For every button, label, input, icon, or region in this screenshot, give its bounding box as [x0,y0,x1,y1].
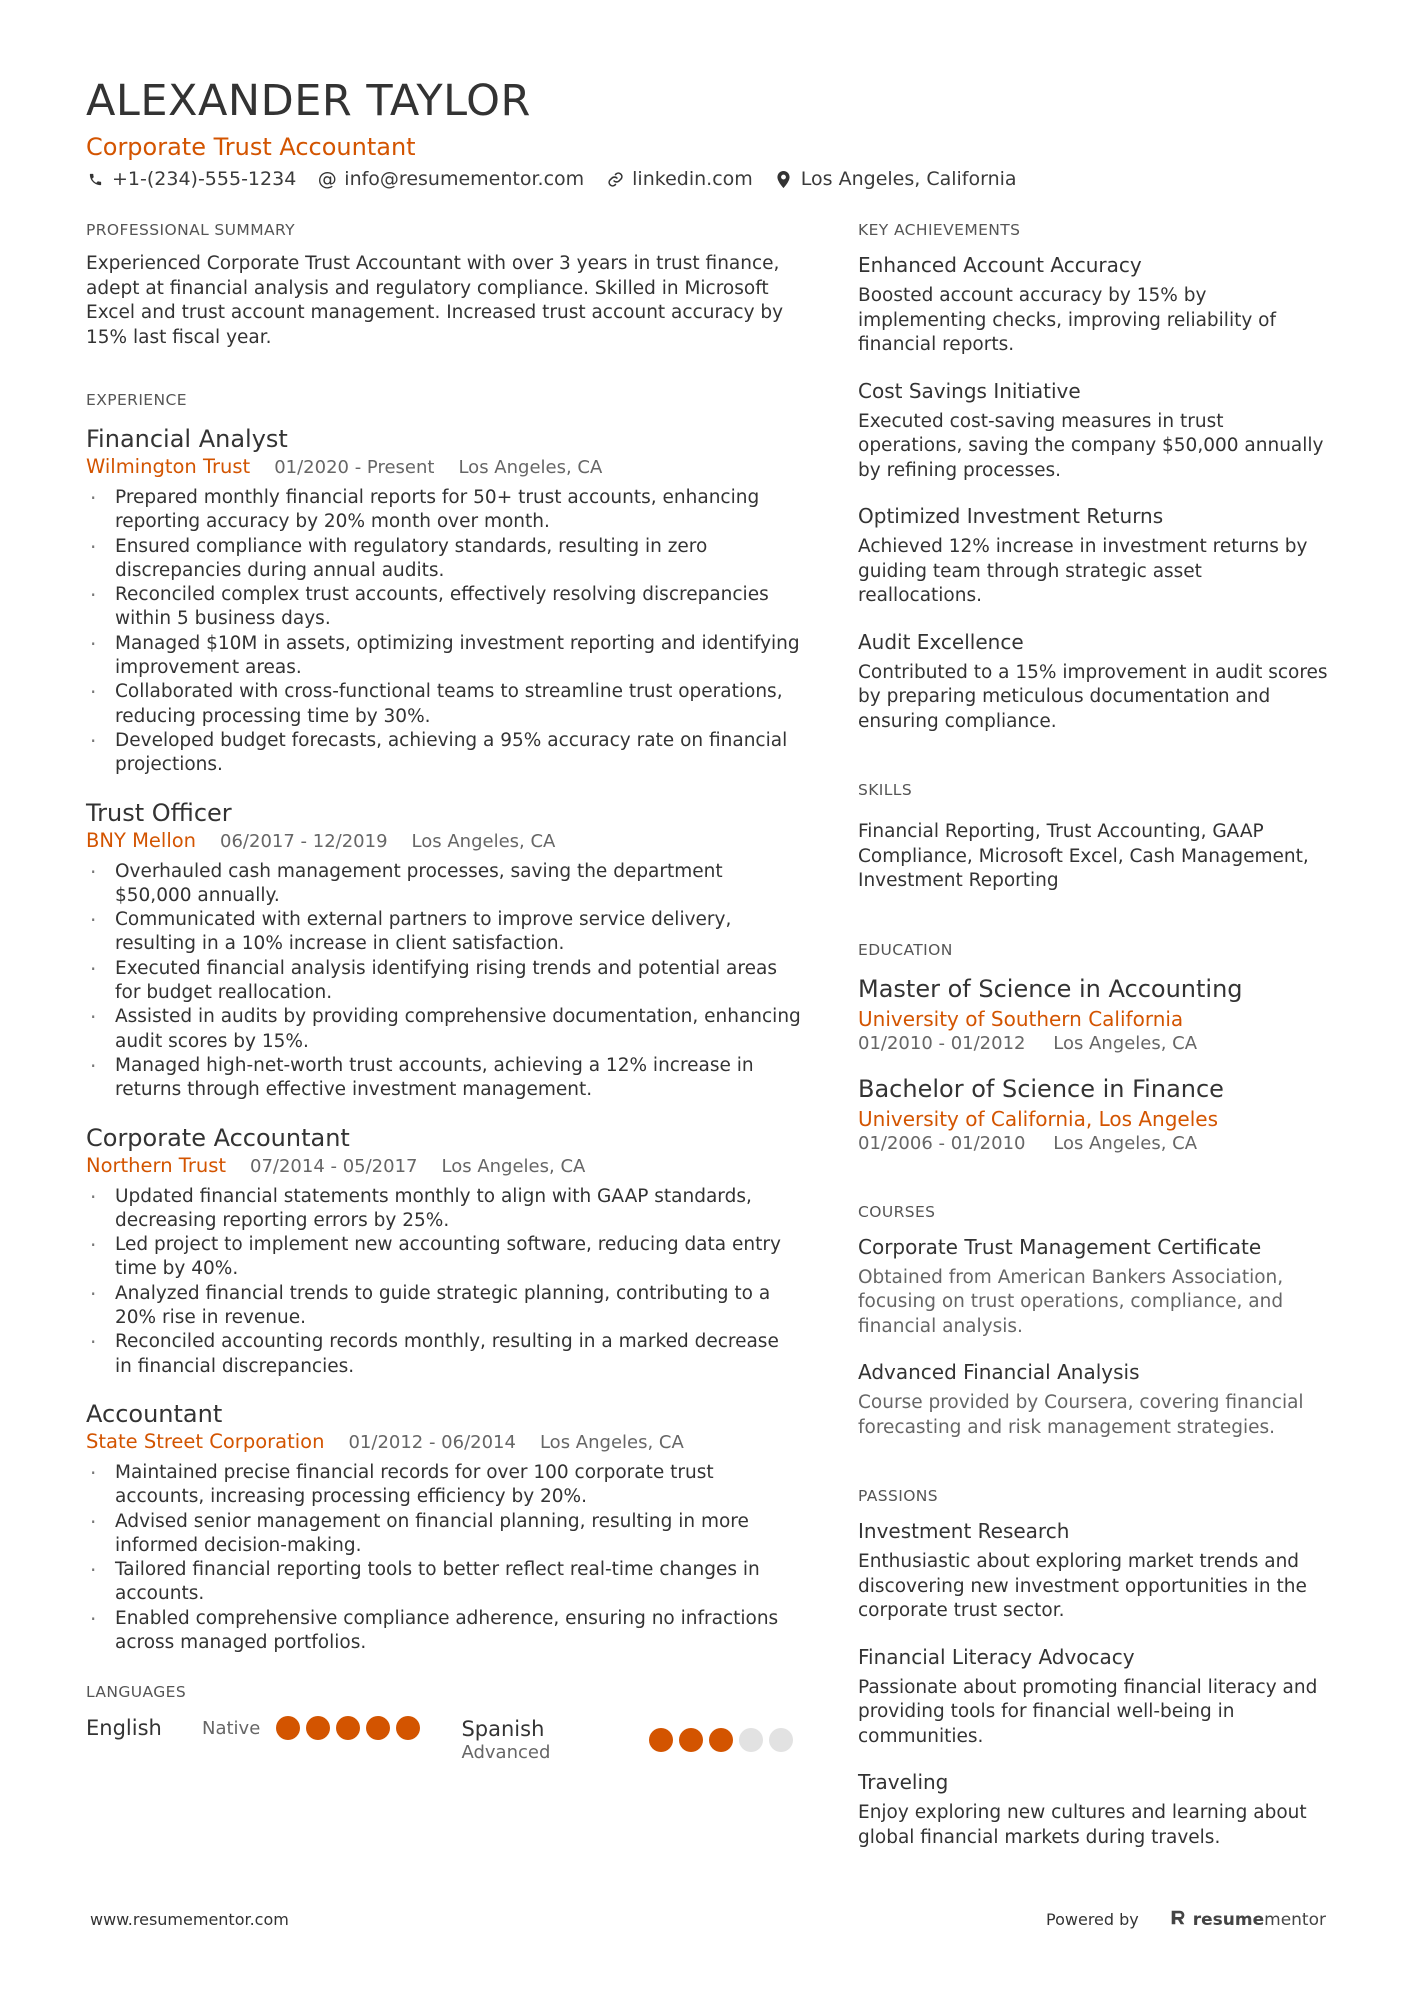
achievement-title: Cost Savings Initiative [858,378,1081,403]
job-entry [86,1123,801,1379]
education-item [858,1074,1328,1156]
rating-dot-filled [366,1716,390,1740]
passion-item [858,1769,1328,1850]
language-name: Spanish [461,1717,545,1741]
candidate-role: Corporate Trust Accountant [86,133,416,161]
section-title: KEY ACHIEVEMENTS [858,221,1021,239]
achievement-title: Enhanced Account Accuracy [858,253,1142,277]
summary-text: Experienced Corporate Trust Accountant with over 3 years in trust finance, adept at financial analysis and regulatory compliance. Skilled in Microsoft Excel and trust account management. Increased trust account accuracy by 15% last fiscal year. [86,253,784,348]
language-name: English [86,1716,162,1740]
job-dates: 07/2014 - 05/2017 [250,1155,418,1177]
achievement-item [858,378,1328,484]
job-entry [86,798,801,1103]
bullet-item: · Prepared monthly financial reports for 50+ trust accounts, enhancing reporting accuracy by 20% month over month. [86,486,801,535]
contact-phone [86,168,296,190]
job-company: BNY Mellon [86,828,197,852]
job-bullets [86,486,801,778]
bullet-item: · Assisted in audits by providing comprehensive documentation, enhancing audit scores by 15%. [86,1005,801,1054]
section-title: EXPERIENCE [86,391,187,409]
rating-dot-filled [306,1716,330,1740]
bullet-item: · Managed high-net-worth trust accounts, achieving a 12% increase in returns through effective investment management. [86,1054,801,1103]
bullet-item: · Executed financial analysis identifying rising trends and potential areas for budget reallocation. [86,957,801,1006]
achievement-item [858,252,1328,358]
job-meta [86,455,801,480]
education-location: Los Angeles, CA [1053,1132,1198,1154]
rating-dot-filled [396,1716,420,1740]
achievement-desc: Achieved 12% increase in investment returns by guiding team through strategic asset reallocations. [858,536,1308,606]
bullet-item: · Maintained precise financial records for over 100 corporate trust accounts, increasing processing efficiency by 20%. [86,1461,801,1510]
job-bullets [86,1185,801,1379]
passions-section [858,1486,1328,1850]
contact-bar [86,168,1326,190]
language-rating [649,1728,799,1752]
job-company: Northern Trust [86,1153,226,1177]
languages-row [86,1716,801,1764]
rating-dot-filled [649,1728,673,1752]
job-location: Los Angeles, CA [441,1155,586,1177]
rating-dot-empty [769,1728,793,1752]
passion-item [858,1518,1328,1624]
at-icon: @ [317,168,337,190]
bullet-item: · Reconciled accounting records monthly, resulting in a marked decrease in financial discrepancies. [86,1330,801,1379]
course-desc: Course provided by Coursera, covering financial forecasting and risk management strategies. [858,1392,1304,1438]
achievement-desc: Contributed to a 15% improvement in audit scores by preparing meticulous documentation and ensuring compliance. [858,661,1328,732]
job-location: Los Angeles, CA [411,830,556,852]
passion-desc: Enjoy exploring new cultures and learning about global financial markets during travels. [858,1802,1307,1848]
job-meta [86,829,801,854]
rating-dot-empty [739,1728,763,1752]
bullet-item: · Enabled comprehensive compliance adherence, ensuring no infractions across managed portfolios. [86,1607,801,1656]
powered-by [1046,1908,1326,1931]
bullet-item: · Advised senior management on financial planning, resulting in more informed decision-making. [86,1510,801,1559]
achievement-title: Audit Excellence [858,629,1024,654]
footer-url[interactable]: www.resumementor.com [90,1910,289,1929]
course-desc: Obtained from American Bankers Association, focusing on trust operations, compliance, and financial analysis. [858,1266,1284,1337]
bullet-item: · Developed budget forecasts, achieving a 95% accuracy rate on financial projections. [86,729,801,778]
job-title: Financial Analyst [86,425,288,453]
achievement-desc: Boosted account accuracy by 15% by implementing checks, improving reliability of financial reports. [858,285,1276,355]
bullet-item: · Overhauled cash management processes, saving the department $50,000 annually. [86,860,801,909]
education-school: University of Southern California [858,1006,1184,1031]
job-location: Los Angeles, CA [458,457,603,478]
candidate-name: ALEXANDER TAYLOR [86,76,531,126]
education-dates: 01/2006 - 01/2010 [858,1132,1026,1154]
bullet-item: · Ensured compliance with regulatory standards, resulting in zero discrepancies during annual audits. [86,535,801,584]
contact-location [775,168,1017,190]
education-dates: 01/2010 - 01/2012 [858,1032,1026,1054]
brand-name-rest: mentor [1264,1909,1326,1930]
education-location: Los Angeles, CA [1053,1032,1198,1054]
achievement-desc: Executed cost-saving measures in trust operations, saving the company $50,000 annually by refining processes. [858,410,1324,481]
link-icon [606,170,624,188]
left-column [86,220,801,1655]
language-level: Native [202,1717,261,1739]
job-company: State Street Corporation [86,1429,325,1453]
linkedin-text[interactable]: linkedin.com [632,168,753,190]
job-company: Wilmington Trust [86,455,251,478]
course-title: Advanced Financial Analysis [858,1360,1140,1384]
brand-mark-icon [1169,1908,1187,1931]
job-title: Accountant [86,1399,223,1428]
brand-name-bold: resume [1192,1909,1265,1930]
bullet-item: · Analyzed financial trends to guide strategic planning, contributing to a 20% rise in revenue. [86,1282,801,1331]
language-level: Advanced [461,1742,551,1763]
course-item [858,1234,1328,1340]
section-title: EDUCATION [858,940,953,959]
education-meta [858,1032,1328,1056]
location-text: Los Angeles, California [800,168,1017,190]
job-title: Corporate Accountant [86,1123,350,1152]
bullet-item: · Updated financial statements monthly to align with GAAP standards, decreasing reporting errors by 25%. [86,1185,801,1234]
section-title: PROFESSIONAL SUMMARY [86,221,296,239]
section-title: SKILLS [858,781,913,799]
education-degree: Bachelor of Science in Finance [858,1074,1224,1103]
section-title: LANGUAGES [86,1683,187,1701]
job-dates: 06/2017 - 12/2019 [220,830,388,852]
courses-section [858,1202,1328,1441]
education-section [858,940,1328,1156]
contact-email[interactable] [318,168,584,190]
passion-title: Investment Research [858,1519,1070,1543]
passion-title: Financial Literacy Advocacy [858,1644,1135,1669]
achievement-item [858,629,1328,735]
bullet-item: · Reconciled complex trust accounts, effectively resolving discrepancies within 5 business days. [86,583,801,632]
course-title: Corporate Trust Management Certificate [858,1234,1262,1259]
page-footer [90,1908,1326,1931]
job-meta [86,1154,801,1179]
job-entry [86,424,801,778]
language-item [461,1716,801,1764]
right-column [858,220,1328,1850]
section-title: COURSES [858,1202,936,1221]
rating-dot-filled [276,1716,300,1740]
experience-section [86,390,801,1655]
location-pin-icon [775,170,793,188]
language-rating [276,1716,426,1740]
bullet-item: · Managed $10M in assets, optimizing investment reporting and identifying improvement areas. [86,632,801,681]
bullet-item: · Collaborated with cross-functional teams to streamline trust operations, reducing processing time by 30%. [86,680,801,729]
language-label-stack [461,1716,649,1764]
skills-section [858,780,1328,894]
passion-item [858,1644,1328,1750]
rating-dot-filled [679,1728,703,1752]
resume-header [86,74,1326,190]
job-title: Trust Officer [86,798,232,827]
education-school: University of California, Los Angeles [858,1106,1219,1131]
phone-text: +1-(234)-555-1234 [112,168,297,190]
section-title: PASSIONS [858,1487,939,1505]
powered-by-label: Powered by [1046,1910,1139,1929]
rating-dot-filled [336,1716,360,1740]
course-item [858,1359,1328,1440]
bullet-item: · Tailored financial reporting tools to better reflect real-time changes in accounts. [86,1558,801,1607]
bullet-item: · Communicated with external partners to improve service delivery, resulting in a 10% increase in client satisfaction. [86,908,801,957]
brand-logo[interactable] [1169,1908,1326,1931]
passion-desc: Enthusiastic about exploring market trends and discovering new investment opportunities in the corporate trust sector. [858,1551,1307,1621]
education-item [858,974,1328,1056]
job-entry [86,1399,801,1655]
rating-dot-filled [709,1728,733,1752]
email-text[interactable]: info@resumementor.com [344,168,585,190]
skills-text: Financial Reporting, Trust Accounting, GAAP Compliance, Microsoft Excel, Cash Management, Investment Reporting [858,821,1309,891]
education-meta [858,1132,1328,1156]
job-meta [86,1430,801,1455]
achievement-item [858,503,1328,609]
contact-linkedin[interactable] [606,168,753,190]
job-bullets [86,860,801,1103]
achievements-section [858,220,1328,734]
summary-section [86,220,801,350]
phone-icon [86,170,104,188]
passion-title: Traveling [858,1770,949,1794]
job-dates: 01/2020 - Present [274,457,435,478]
education-degree: Master of Science in Accounting [858,974,1243,1003]
passion-desc: Passionate about promoting financial literacy and providing tools for financial well-being in communities. [858,1676,1318,1747]
achievement-title: Optimized Investment Returns [858,504,1164,528]
bullet-item: · Led project to implement new accounting software, reducing data entry time by 40%. [86,1233,801,1282]
job-dates: 01/2012 - 06/2014 [348,1431,516,1453]
job-bullets [86,1461,801,1655]
job-location: Los Angeles, CA [539,1431,684,1453]
language-item [86,1716,461,1740]
languages-section [86,1682,801,1764]
